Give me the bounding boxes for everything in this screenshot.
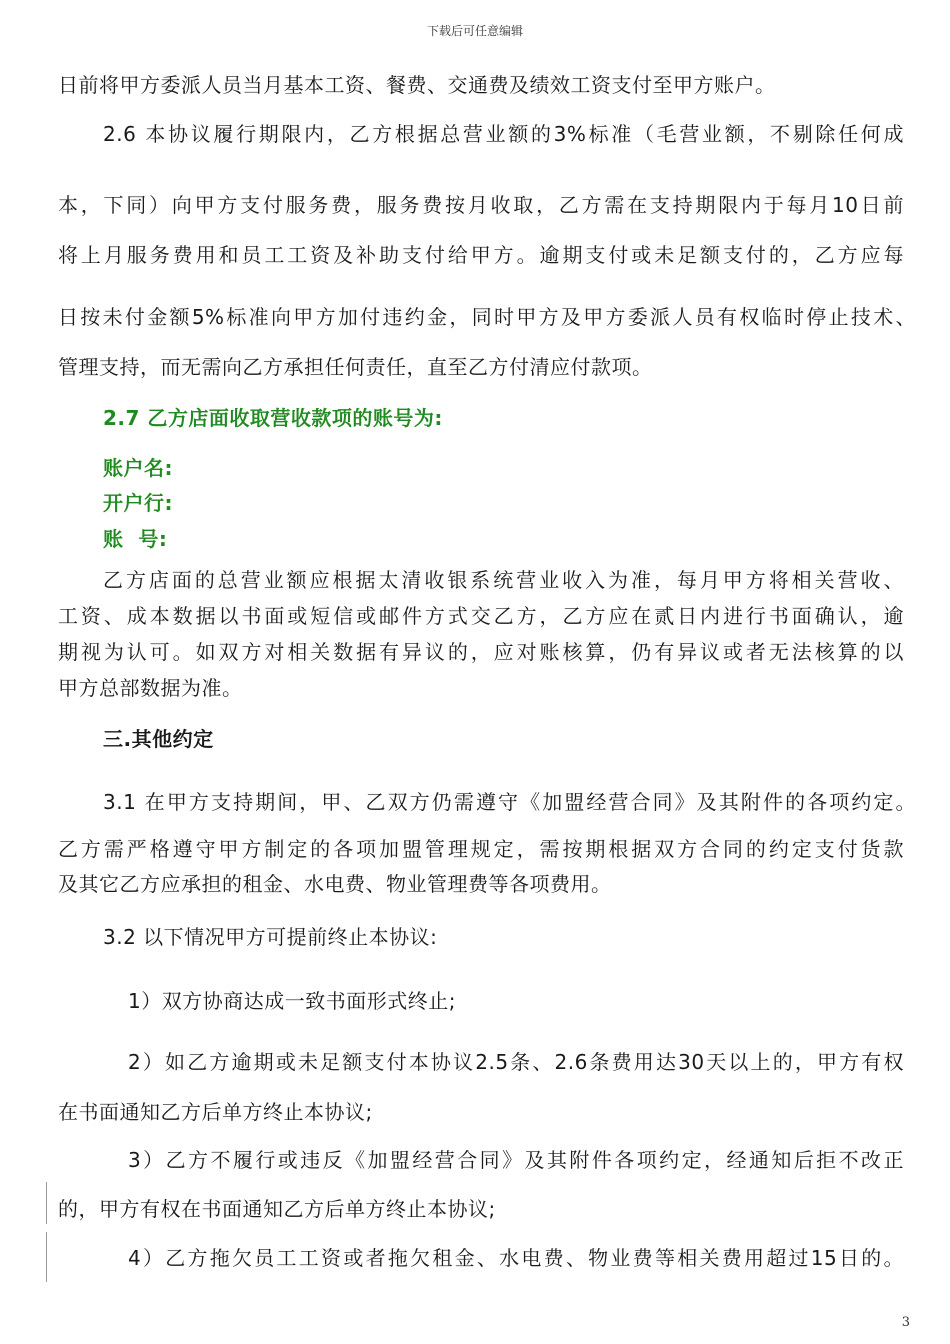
text-line: 工资、成本数据以书面或短信或邮件方式交乙方，乙方应在贰日内进行书面确认，逾 xyxy=(58,604,904,628)
page-number: 3 xyxy=(901,1315,910,1330)
text-line: 乙方店面的总营业额应根据太清收银系统营业收入为准，每月甲方将相关营收、 xyxy=(103,568,904,592)
account-number-label: 账 号: xyxy=(103,527,168,551)
list-item: 2）如乙方逾期或未足额支付本协议2.5条、2.6条费用达30天以上的，甲方有权 xyxy=(128,1050,904,1074)
section-heading: 2.7 乙方店面收取营收款项的账号为: xyxy=(103,406,443,430)
text-line: 乙方需严格遵守甲方制定的各项加盟管理规定，需按期根据双方合同的约定支付货款 xyxy=(58,837,904,861)
page-header: 下载后可任意编辑 xyxy=(426,24,523,38)
text-line: 的，甲方有权在书面通知乙方后单方终止本协议; xyxy=(58,1197,496,1221)
text-line: 本，下同）向甲方支付服务费，服务费按月收取，乙方需在支持期限内于每月10日前 xyxy=(58,193,904,217)
bank-label: 开户行: xyxy=(103,491,173,515)
text-line: 期视为认可。如双方对相关数据有异议的，应对账核算，仍有异议或者无法核算的以 xyxy=(58,640,904,664)
text-line: 在书面通知乙方后单方终止本协议; xyxy=(58,1100,373,1124)
list-item: 3）乙方不履行或违反《加盟经营合同》及其附件各项约定，经通知后拒不改正 xyxy=(128,1148,904,1172)
text-line: 甲方总部数据为准。 xyxy=(58,676,243,700)
text-line: 管理支持，而无需向乙方承担任何责任，直至乙方付清应付款项。 xyxy=(58,355,653,379)
text-line: 3.2 以下情况甲方可提前终止本协议: xyxy=(103,925,438,949)
list-item: 1）双方协商达成一致书面形式终止; xyxy=(128,989,456,1013)
text-line: 3.1 在甲方支持期间，甲、乙双方仍需遵守《加盟经营合同》及其附件的各项约定。 xyxy=(103,790,916,814)
account-name-label: 账户名: xyxy=(103,456,173,480)
margin-line xyxy=(46,1232,47,1282)
text-line: 及其它乙方应承担的租金、水电费、物业管理费等各项费用。 xyxy=(58,872,612,896)
text-line: 将上月服务费用和员工工资及补助支付给甲方。逾期支付或未足额支付的，乙方应每 xyxy=(58,243,904,267)
list-item: 4）乙方拖欠员工工资或者拖欠租金、水电费、物业费等相关费用超过15日的。 xyxy=(128,1246,904,1270)
margin-line xyxy=(46,1182,47,1224)
text-line: 日前将甲方委派人员当月基本工资、餐费、交通费及绩效工资支付至甲方账户。 xyxy=(58,73,776,97)
text-line: 日按未付金额5%标准向甲方加付违约金，同时甲方及甲方委派人员有权临时停止技术、 xyxy=(58,305,916,329)
text-line: 2.6 本协议履行期限内，乙方根据总营业额的3%标准（毛营业额，不剔除任何成 xyxy=(103,122,904,146)
section-heading: 三.其他约定 xyxy=(103,727,214,751)
